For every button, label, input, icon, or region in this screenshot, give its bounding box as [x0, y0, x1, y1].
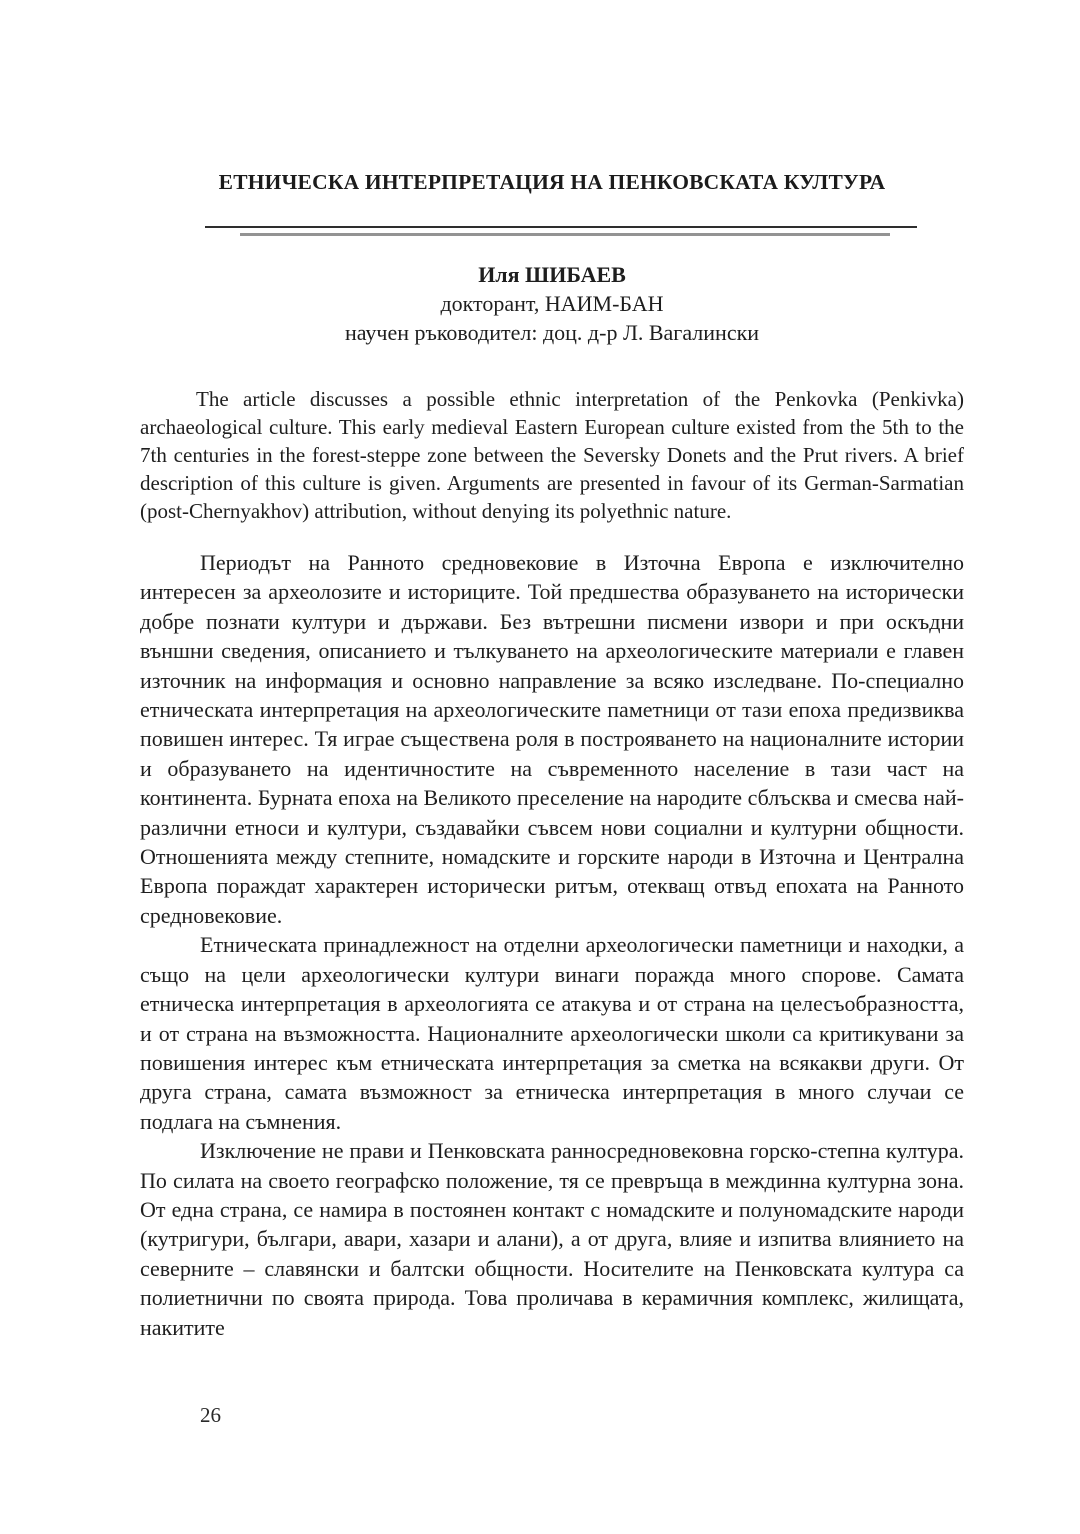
- abstract-paragraph: The article discusses a possible ethnic interpretation of the Penkovka (Penkivka) archaeological culture. This early medieval Eastern European culture existed from the 5th to the 7th centuries in the forest-steppe zone between the Seversky Donets and the Prut rivers. A brief description of this culture is given. Arguments are presented in favour of its German-Sarmatian (post-Chernyakhov) attribution, without denying its polyethnic nature.: [140, 387, 964, 523]
- article-title: ЕТНИЧЕСКА ИНТЕРПРЕТАЦИЯ НА ПЕНКОВСКАТА КУЛТУРА: [218, 170, 886, 194]
- body-paragraph-3: Изключение не прави и Пенковската ранносредновековна горско-степна култура. По силата на своето географско положение, тя се превръща в междинна културна зона. От една страна, се намира в постоянен контакт с номадските и полуномадските народи (кутригури, българи, авари, хазари и алани), а от друга, влияе и изпитва влиянието на северните – славянски и балтски общности. Носителите на Пенковската култура са полиетнични по своята природа. Това проличава в керамичния комплекс, жилищата, накитите: [140, 1138, 964, 1340]
- author-affiliation: докторант, НАИМ-БАН: [440, 291, 664, 316]
- article-body: [140, 548, 964, 1342]
- author-name: Иля ШИБАЕВ: [478, 262, 626, 287]
- author-supervisor: научен ръководител: доц. д-р Л. Вагалински: [344, 320, 760, 345]
- title-rule-dark: [205, 226, 917, 228]
- title-block: [140, 170, 964, 195]
- body-paragraph-2: Етническата принадлежност на отделни археологически паметници и находки, а също на цели археологически култури винаги поражда много спорове. Самата етническа интерпретация в археологията се атакува и от страна на целесъобразността, и от страна на възможността. Националните археологически школи са критикувани за повишения интерес към етническата интерпретация за сметка на всякакви други. От друга страна, самата възможност за етническа интерпретация в много случаи се подлага на съмнения.: [140, 932, 964, 1134]
- title-rule-gray: [240, 233, 890, 236]
- author-block: [140, 260, 964, 347]
- body-paragraph-1: Периодът на Ранното средновековие в Източна Европа е изключително интересен за археолозите и историците. Той предшества образуването на исторически добре познати култури и държави. Без вътрешни писмени извори и при оскъдни външни сведения, описанието и тълкуването на археологическите материали е главен източник на информация и основно направление за всяко изследване. По-специално етническата интерпретация на археологическите паметници от тази епоха предизвиква повишен интерес. Тя играе съществена роля в построяването на националните истории и образуването на идентичностите на съвременното население в тази част на континента. Бурната епоха на Великото преселение на народите сблъсква и смесва най-различни етноси и култури, създавайки съвсем нови социални и културни общности. Отношенията между степните, номадските и горските народи в Източна и Централна Европа пораждат характерен исторически ритъм, отекващ отвъд епохата на Ранното средновековие.: [140, 550, 964, 928]
- page-number: 26: [200, 1403, 221, 1427]
- abstract-section: [140, 385, 964, 525]
